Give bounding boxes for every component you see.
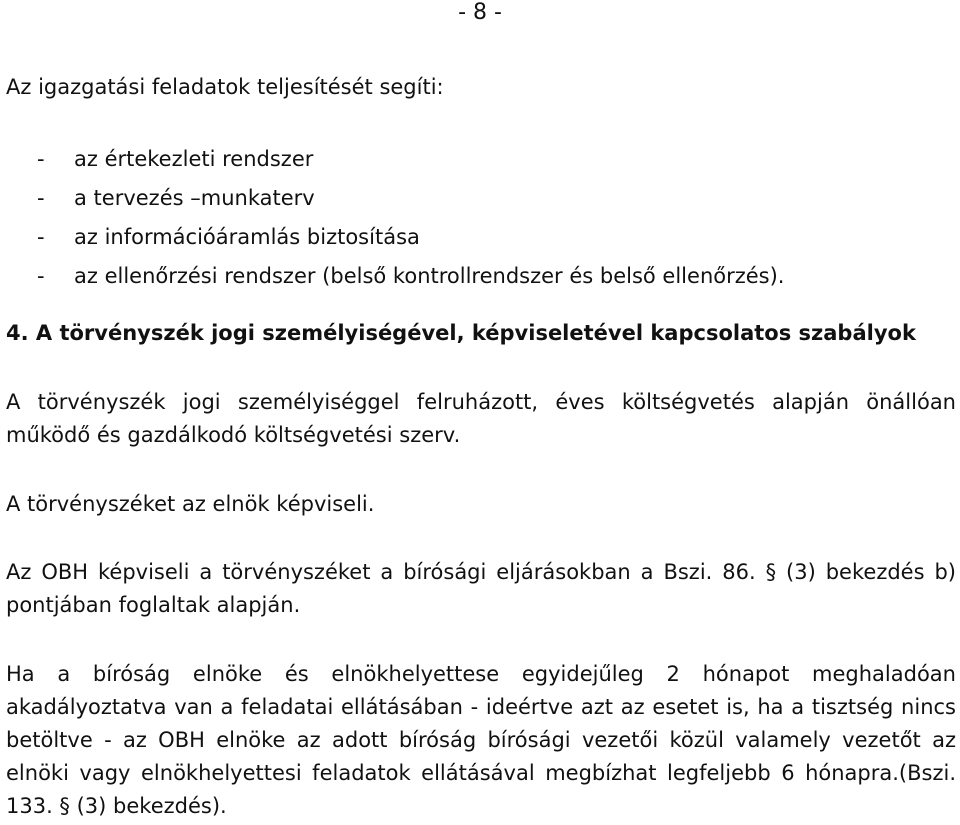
list-item-text: az értekezleti rendszer bbox=[74, 147, 314, 171]
intro-text: Az igazgatási feladatok teljesítését segíti: bbox=[6, 75, 444, 99]
list-marker: - bbox=[37, 186, 45, 210]
list-marker: - bbox=[37, 225, 45, 249]
paragraph-legal-personality: A törvényszék jogi személyiséggel felruházott, éves költségvetés alapján önállóan működő és gazdálkodó költségvetési szerv. bbox=[6, 390, 956, 447]
list-item bbox=[6, 257, 956, 296]
list-marker: - bbox=[37, 264, 45, 288]
list-item bbox=[6, 179, 956, 218]
page-number: - 8 - bbox=[458, 0, 502, 25]
paragraph-obh-representation: Az OBH képviseli a törvényszéket a bírósági eljárásokban a Bszi. 86. § (3) bekezdés b) pontjában foglaltak alapján. bbox=[6, 560, 956, 617]
list-item bbox=[6, 218, 956, 257]
list-item bbox=[6, 140, 956, 179]
list-item-text: a tervezés –munkaterv bbox=[74, 186, 315, 210]
paragraph-representation: A törvényszéket az elnök képviseli. bbox=[6, 492, 375, 516]
section-heading: 4. A törvényszék jogi személyiségével, képviseletével kapcsolatos szabályok bbox=[6, 321, 916, 345]
task-list bbox=[6, 140, 956, 296]
list-item-text: az ellenőrzési rendszer (belső kontrollrendszer és belső ellenőrzés). bbox=[74, 264, 785, 288]
paragraph-obstruction: Ha a bíróság elnöke és elnökhelyettese egyidejűleg 2 hónapot meghaladóan akadályoztatva van a feladatai ellátásában - ideértve azt az esetet is, ha a tisztség nincs betöltve - az OBH elnöke az adott bíróság bírósági vezetői közül valamely vezetőt az elnöki vagy elnökhelyettesi feladatok ellátásával megbízhat legfeljebb 6 hónapra.(Bszi. 133. § (3) bekezdés). bbox=[6, 662, 956, 818]
list-marker: - bbox=[37, 147, 45, 171]
list-item-text: az információáramlás biztosítása bbox=[74, 225, 420, 249]
